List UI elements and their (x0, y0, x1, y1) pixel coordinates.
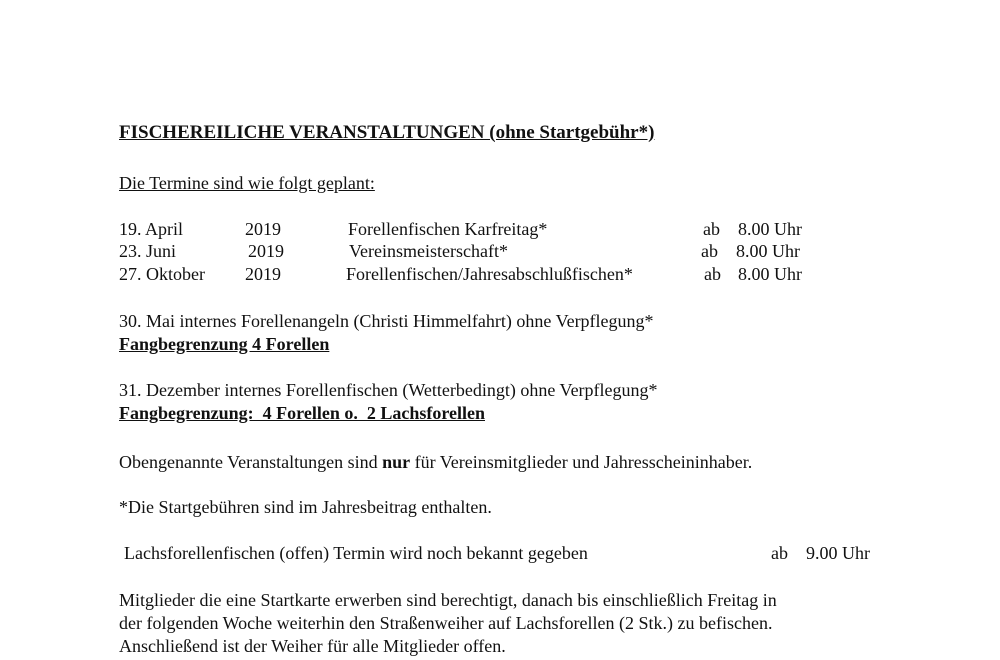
document-title: FISCHEREILICHE VERANSTALTUNGEN (ohne Startgebühr*) (119, 122, 655, 143)
event-time: 8.00 Uhr (738, 219, 802, 239)
closing-line: Anschließend ist der Weiher für alle Mitglieder offen. (119, 636, 506, 656)
internal-event-text: 31. Dezember internes Forellenfischen (Wetterbedingt) ohne Verpflegung* (119, 380, 658, 400)
schedule-intro: Die Termine sind wie folgt geplant: (119, 173, 375, 193)
event-year: 2019 (245, 264, 281, 284)
event-from: ab (703, 219, 720, 239)
salmon-event-from: ab (771, 543, 788, 563)
members-note-start: Obengenannte Veranstaltungen sind (119, 452, 383, 472)
members-note (119, 451, 752, 473)
members-note-end: für Vereinsmitglieder und Jahresscheininhaber. (410, 452, 753, 472)
closing-line: der folgenden Woche weiterhin den Straßenweiher auf Lachsforellen (2 Stk.) zu befischen. (119, 613, 773, 633)
event-date: 23. Juni (119, 241, 177, 261)
closing-line: Mitglieder die eine Startkarte erwerben sind berechtigt, danach bis einschließlich Freitag in (119, 590, 777, 610)
event-name: Vereinsmeisterschaft* (349, 241, 508, 261)
internal-event-text: 30. Mai internes Forellenangeln (Christi Himmelfahrt) ohne Verpflegung* (119, 311, 654, 331)
event-from: ab (704, 264, 721, 284)
event-from: ab (701, 241, 718, 261)
fees-note: *Die Startgebühren sind im Jahresbeitrag enthalten. (119, 497, 492, 517)
event-year: 2019 (248, 241, 284, 261)
event-year: 2019 (245, 219, 281, 239)
catch-limit: Fangbegrenzung 4 Forellen (119, 334, 330, 354)
event-name: Forellenfischen/Jahresabschlußfischen* (346, 264, 633, 284)
members-note-emphasis: nur (382, 452, 411, 472)
event-time: 8.00 Uhr (736, 241, 800, 261)
event-date: 19. April (119, 219, 184, 239)
event-time: 8.00 Uhr (738, 264, 802, 284)
event-date: 27. Oktober (119, 264, 205, 284)
salmon-event-time: 9.00 Uhr (806, 543, 870, 563)
event-name: Forellenfischen Karfreitag* (348, 219, 548, 239)
salmon-event-text: Lachsforellenfischen (offen) Termin wird noch bekannt gegeben (124, 543, 588, 563)
catch-limit: Fangbegrenzung: 4 Forellen o. 2 Lachsforellen (119, 403, 485, 423)
